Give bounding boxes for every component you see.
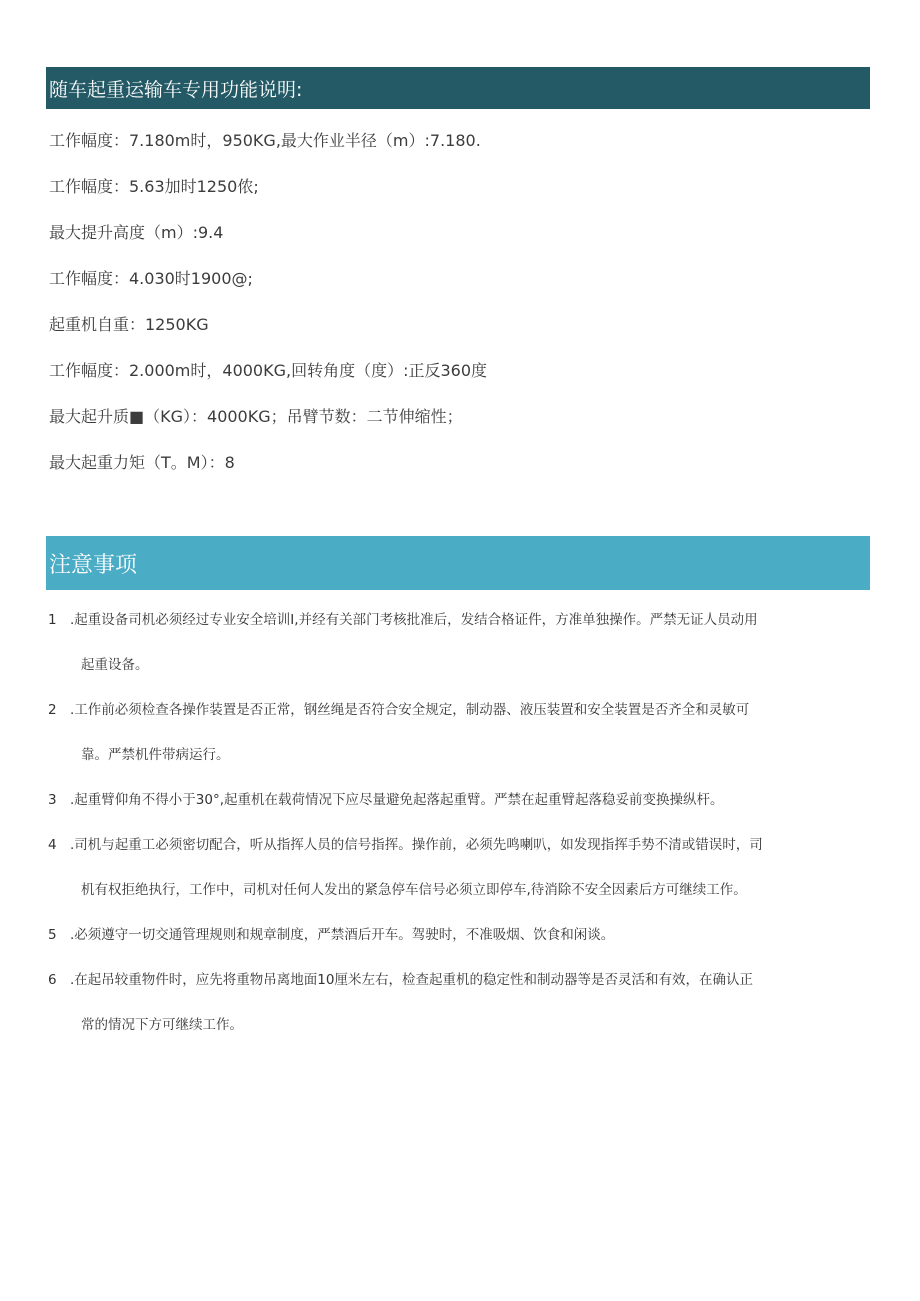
list-item-line bbox=[48, 958, 870, 1003]
list-item bbox=[48, 598, 870, 688]
item-text: .必须遵守一切交通管理规则和规章制度，严禁酒后开车。驾驶时，不准吸烟、饮食和闲谈。 bbox=[70, 927, 615, 943]
item-text: .起重臂仰角不得小于30°,起重机在载荷情况下应尽量避免起落起重臂。严禁在起重臂起落稳妥前变换操纵杆。 bbox=[70, 792, 724, 808]
item-text: .在起吊较重物件时，应先将重物吊离地面10厘米左右，检查起重机的稳定性和制动器等是否灵活和有效，在确认正 bbox=[70, 972, 753, 988]
item-text-continued: 靠。严禁机件带病运行。 bbox=[81, 747, 230, 763]
item-number: 5 bbox=[48, 927, 57, 943]
spec-item: 起重机自重：1250KG bbox=[49, 315, 209, 334]
list-item bbox=[48, 913, 870, 958]
list-item bbox=[48, 778, 870, 823]
section-title-functions bbox=[46, 67, 870, 109]
item-text: .司机与起重工必须密切配合，听从指挥人员的信号指挥。操作前，必须先鸣喇叭，如发现指挥手势不清或错误时，司 bbox=[70, 837, 763, 853]
spec-item: 工作幅度：5.63加时1250侬; bbox=[49, 177, 259, 196]
spec-list bbox=[49, 124, 869, 492]
item-text: .工作前必须检查各操作装置是否正常，钢丝绳是否符合安全规定，制动器、液压装置和安全装置是否齐全和灵敏可 bbox=[70, 702, 750, 718]
list-item-line bbox=[48, 598, 870, 643]
spec-item: 工作幅度：2.000m时，4000KG,回转角度（度）:正反360度 bbox=[49, 361, 488, 380]
list-item bbox=[48, 823, 870, 913]
list-item-line bbox=[48, 823, 870, 868]
item-text-continued: 常的情况下方可继续工作。 bbox=[81, 1017, 243, 1033]
item-text-continued: 机有权拒绝执行，工作中，司机对任何人发出的紧急停车信号必须立即停车,待消除不安全因素后方可继续工作。 bbox=[81, 882, 747, 898]
spec-item: 最大提升高度（m）:9.4 bbox=[49, 223, 224, 242]
item-number: 6 bbox=[48, 972, 57, 988]
spec-item: 最大起重力矩（T。M）：8 bbox=[49, 453, 235, 472]
list-item-line bbox=[48, 778, 870, 823]
item-text: .起重设备司机必须经过专业安全培训I,并经有关部门考核批准后，发结合格证件，方准单独操作。严禁无证人员动用 bbox=[70, 612, 758, 628]
list-item bbox=[48, 958, 870, 1048]
item-number: 2 bbox=[48, 702, 57, 718]
list-item-line bbox=[48, 913, 870, 958]
spec-item: 工作幅度：7.180m时，950KG,最大作业半径（m）:7.180. bbox=[49, 131, 481, 150]
section-title-text: 随车起重运输车专用功能说明: bbox=[49, 78, 303, 101]
list-item-line bbox=[48, 688, 870, 733]
item-number: 3 bbox=[48, 792, 57, 808]
section-title-text: 注意事项 bbox=[49, 552, 138, 578]
item-number: 4 bbox=[48, 837, 57, 853]
section-title-precautions bbox=[46, 536, 870, 590]
list-item bbox=[48, 688, 870, 778]
item-number: 1 bbox=[48, 612, 57, 628]
spec-item: 工作幅度：4.030时1900@; bbox=[49, 269, 253, 288]
item-text-continued: 起重设备。 bbox=[81, 657, 149, 673]
spec-item: 最大起升质■（KG）：4000KG；吊臂节数：二节伸缩性； bbox=[49, 407, 463, 426]
precautions-list bbox=[48, 598, 870, 1048]
